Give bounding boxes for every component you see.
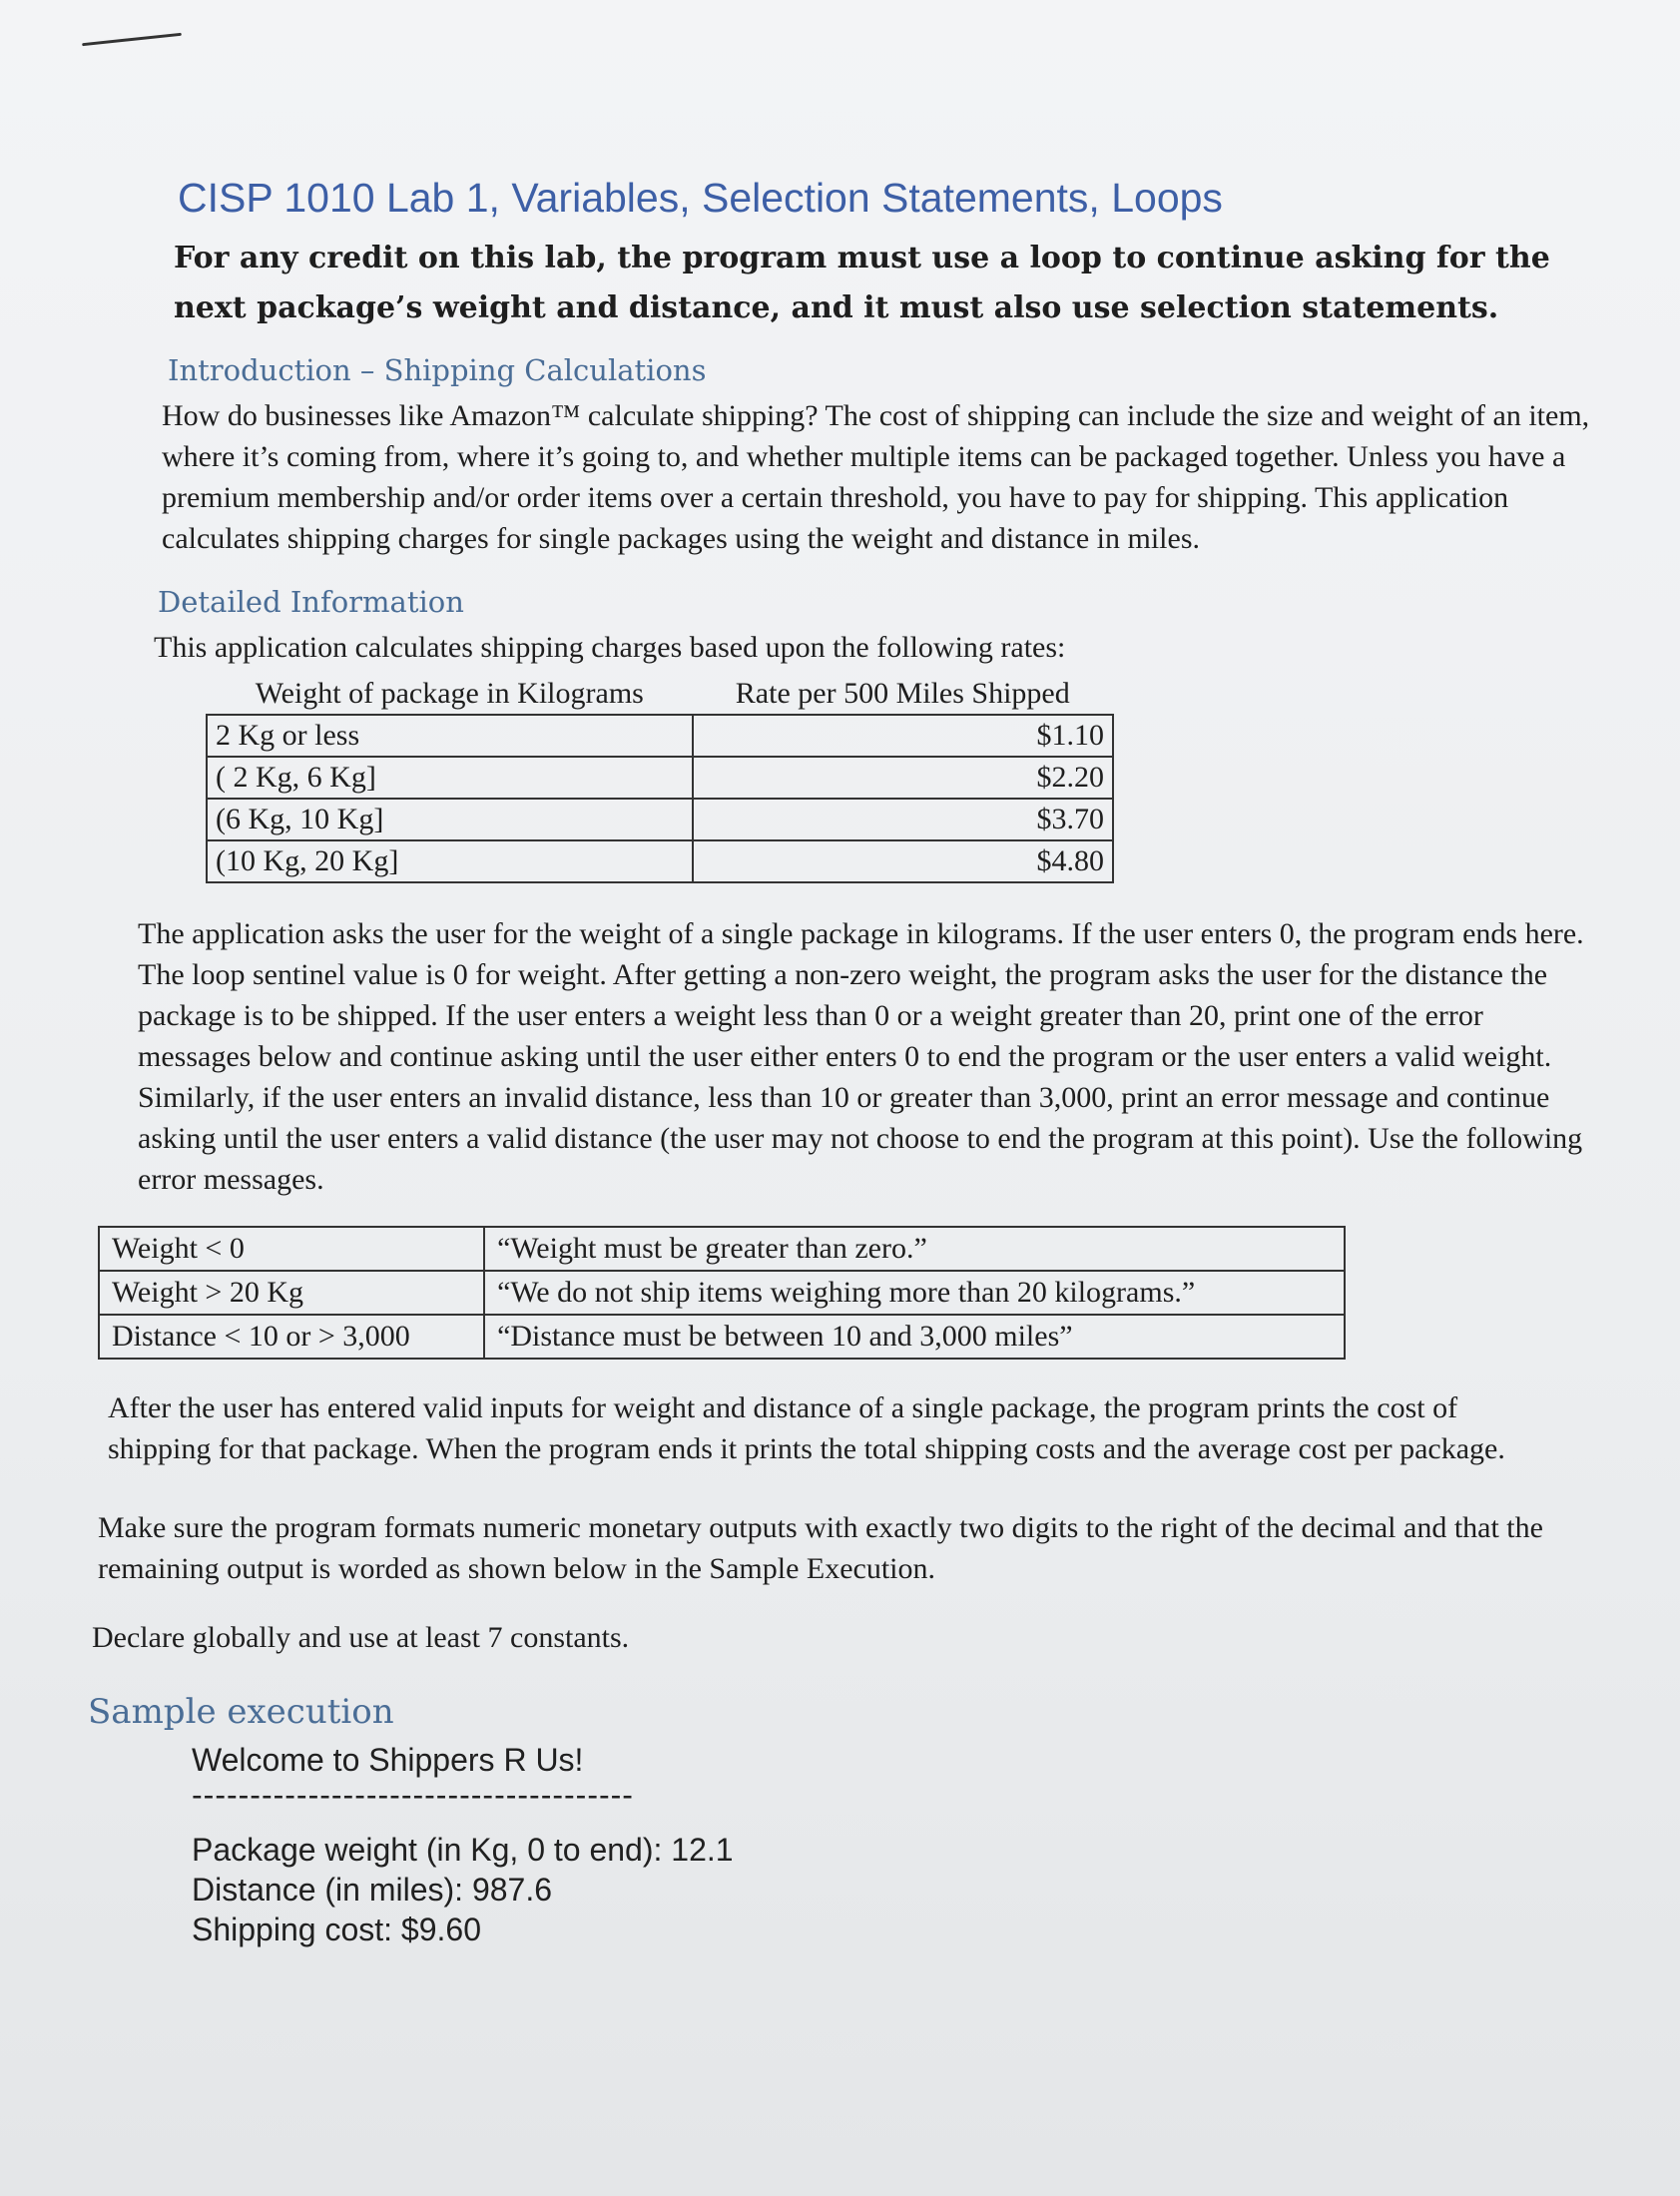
application-description: The application asks the user for the weight of a single package in kilograms. If the user enters 0, the program ends here. The loop sentinel value is 0 for weight. After getting a non-zero weight, the program asks the user for the distance the package is to be shipped. If the user enters a weight less than 0 or a weight greater than 20, print one of the error messages below and continue asking until the user either enters 0 to end the program or the user enters a valid weight. Similarly, if the user enters an invalid distance, less than 10 or greater than 3,000, print an error message and continue asking until the user enters a valid distance (the user may not choose to end the program at this point). Use the following error messages.: [138, 917, 1584, 1196]
table-row: [99, 1227, 1345, 1271]
table-row: [99, 1315, 1345, 1359]
credit-requirement-note: For any credit on this lab, the program must use a loop to continue asking for the next package’s weight and distance, and it must also use selection statements.: [174, 241, 1550, 325]
detailed-heading: Detailed Information: [158, 585, 464, 619]
declare-paragraph: Declare globally and use at least 7 constants.: [92, 1621, 630, 1654]
rates-table-header: [207, 674, 1113, 715]
rates-table: [206, 674, 1114, 883]
rate-weight-cell: (6 Kg, 10 Kg]: [207, 799, 693, 840]
after-input-paragraph: After the user has entered valid inputs for weight and distance of a single package, the program prints the cost of shipping for that package. When the program ends it prints the total shipping costs and the average cost per package.: [108, 1391, 1505, 1465]
sample-heading: Sample execution: [88, 1692, 394, 1732]
sample-distance-line: Distance (in miles): 987.6: [192, 1872, 553, 1908]
sample-execution-output: [192, 1740, 1589, 1949]
table-row: [207, 799, 1113, 840]
pen-mark: [82, 33, 182, 46]
table-row: [99, 1271, 1345, 1315]
rate-value-cell: $4.80: [693, 840, 1113, 882]
error-condition-cell: Weight < 0: [99, 1227, 484, 1271]
sample-separator: --------------------------------------: [192, 1777, 634, 1813]
error-message-cell: “We do not ship items weighing more than 20 kilograms.”: [484, 1271, 1345, 1315]
rate-weight-cell: 2 Kg or less: [207, 715, 693, 757]
page-title: CISP 1010 Lab 1, Variables, Selection Statements, Loops: [178, 175, 1223, 221]
document-content: [88, 175, 1590, 1949]
rates-header-rate: Rate per 500 Miles Shipped: [735, 677, 1070, 710]
table-row: [207, 840, 1113, 882]
rate-value-cell: $3.70: [693, 799, 1113, 840]
sample-welcome-line: Welcome to Shippers R Us!: [192, 1742, 584, 1778]
rate-weight-cell: ( 2 Kg, 6 Kg]: [207, 757, 693, 799]
error-condition-cell: Distance < 10 or > 3,000: [99, 1315, 484, 1359]
rate-weight-cell: (10 Kg, 20 Kg]: [207, 840, 693, 882]
rate-value-cell: $1.10: [693, 715, 1113, 757]
rate-value-cell: $2.20: [693, 757, 1113, 799]
sample-cost-line: Shipping cost: $9.60: [192, 1912, 481, 1947]
error-condition-cell: Weight > 20 Kg: [99, 1271, 484, 1315]
sample-weight-line: Package weight (in Kg, 0 to end): 12.1: [192, 1832, 734, 1868]
intro-heading: Introduction – Shipping Calculations: [168, 353, 707, 387]
table-row: [207, 757, 1113, 799]
rates-intro: This application calculates shipping charges based upon the following rates:: [154, 631, 1066, 664]
error-message-cell: “Distance must be between 10 and 3,000 miles”: [484, 1315, 1345, 1359]
error-message-cell: “Weight must be greater than zero.”: [484, 1227, 1345, 1271]
rates-header-weight: Weight of package in Kilograms: [255, 677, 644, 710]
format-paragraph: Make sure the program formats numeric monetary outputs with exactly two digits to the right of the decimal and that the remaining output is worded as shown below in the Sample Execution.: [98, 1511, 1543, 1585]
intro-paragraph: How do businesses like Amazon™ calculate shipping? The cost of shipping can include the size and weight of an item, where it’s coming from, where it’s going to, and whether multiple items can be packaged together. Unless you have a premium membership and/or order items over a certain threshold, you have to pay for shipping. This application calculates shipping charges for single packages using the weight and distance in miles.: [162, 399, 1590, 555]
error-messages-table: [98, 1226, 1346, 1360]
table-row: [207, 715, 1113, 757]
